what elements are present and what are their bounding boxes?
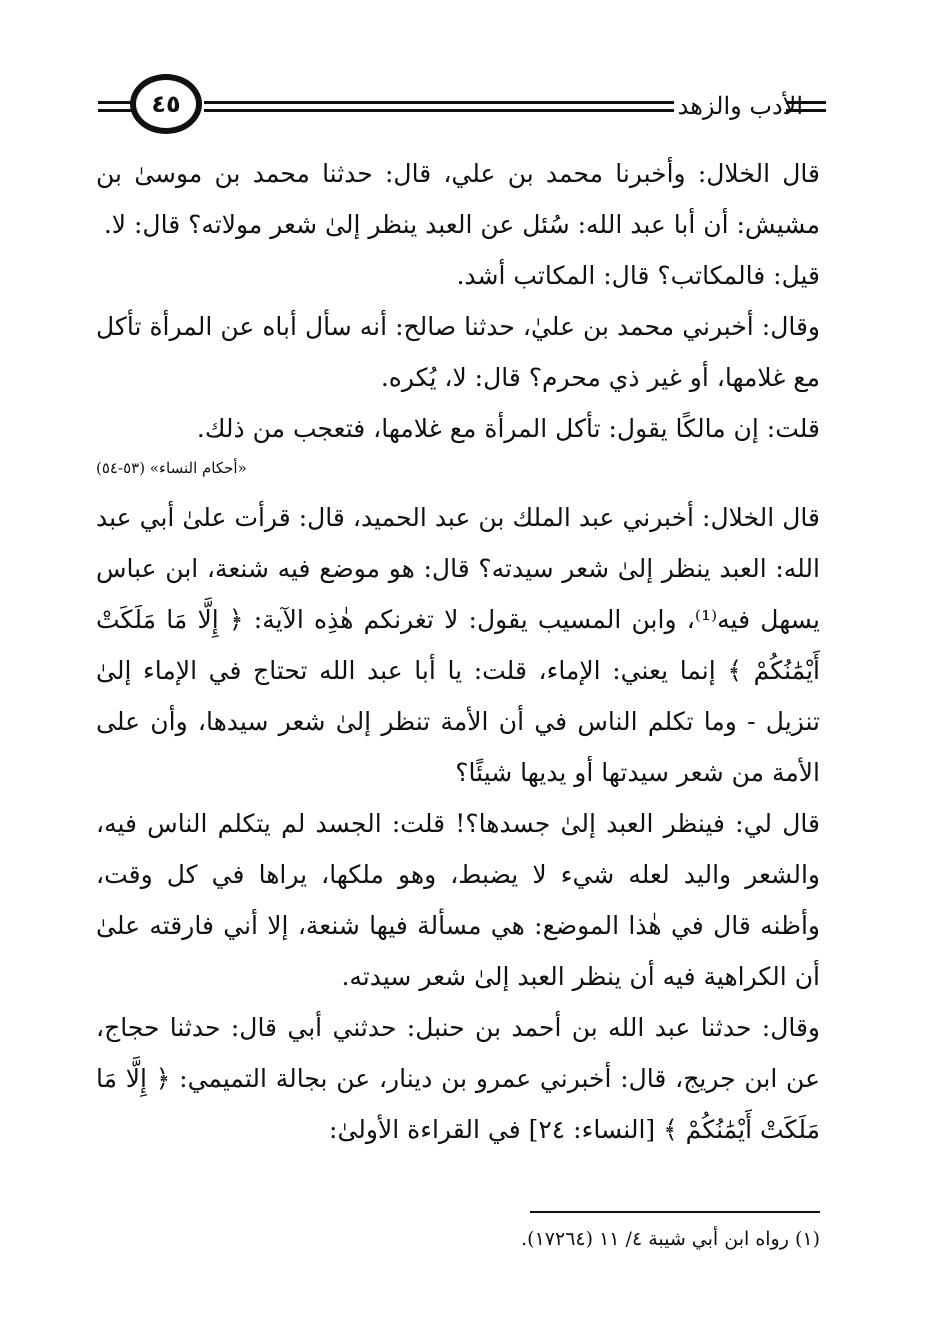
- footnote-separator: [530, 1211, 820, 1213]
- paragraph: وقال: حدثنا عبد الله بن أحمد بن حنبل: حدثني أبي قال: حدثنا حجاج، عن ابن جريج، قال: أخبرني عمرو بن دينار، عن بجالة التميمي: ﴿ إِلَّا مَا مَلَكَتْ أَيْمَٰنُكُمْ ﴾ [النساء: ٢٤] في القراءة الأولىٰ:: [96, 1013, 820, 1144]
- header-rule: [204, 109, 674, 112]
- paragraph: قال الخلال: وأخبرنا محمد بن علي، قال: حدثنا محمد بن موسىٰ بن مشيش: أن أبا عبد الله: سُئل عن العبد ينظر إلىٰ شعر مولاته؟ قال: لا.: [96, 159, 820, 239]
- main-text: [96, 148, 820, 1155]
- header-rule: [98, 109, 133, 112]
- header-rule: [98, 101, 133, 104]
- page-number: ٤٥: [151, 90, 181, 118]
- page-number-badge: [130, 74, 202, 134]
- paragraph: قال الخلال: أخبرني عبد الملك بن عبد الحميد، قال: قرأت علىٰ أبي عبد الله: العبد ينظر إلىٰ شعر سيدته؟ قال: هو موضع فيه شنعة، ابن عباس يسهل فيه⁽¹⁾، وابن المسيب يقول: لا تغرنكم هٰذِه الآية: ﴿ إِلَّا مَا مَلَكَتْ أَيْمَٰنُكُمْ ﴾ إنما يعني: الإماء، قلت: يا أبا عبد الله تحتاج في الإماء إلىٰ تنزيل - وما تكلم الناس في أن الأمة تنظر إلىٰ شعر سيدها، وأن على الأمة من شعر سيدتها أو يديها شيئًا؟: [96, 503, 820, 787]
- running-header-title: الأدب والزهد: [677, 92, 803, 120]
- footnote: (١) رواه ابن أبي شيبة ٤/ ١١ (١٧٢٦٤).: [521, 1228, 820, 1250]
- header-rule: [204, 101, 674, 104]
- paragraph: قيل: فالمكاتب؟ قال: المكاتب أشد.: [456, 261, 820, 290]
- paragraph: وقال: أخبرني محمد بن عليٰ، حدثنا صالح: أنه سأل أباه عن المرأة تأكل مع غلامها، أو غير ذي محرم؟ قال: لا، يُكره.: [96, 312, 820, 392]
- paragraph: قلت: إن مالكًا يقول: تأكل المرأة مع غلامها، فتعجب من ذلك.: [196, 414, 820, 443]
- paragraph: قال لي: فينظر العبد إلىٰ جسدها؟! قلت: الجسد لم يتكلم الناس فيه، والشعر واليد لعله شيء لا يضبط، وهو ملكها، يراها في كل وقت، وأظنه قال في هٰذا الموضع: هي مسألة فيها شنعة، إلا أني فارقته علىٰ أن الكراهية فيه أن ينظر العبد إلىٰ شعر سيدته.: [96, 809, 820, 991]
- source-citation: «أحكام النساء» (٥٣-٥٤): [96, 459, 247, 477]
